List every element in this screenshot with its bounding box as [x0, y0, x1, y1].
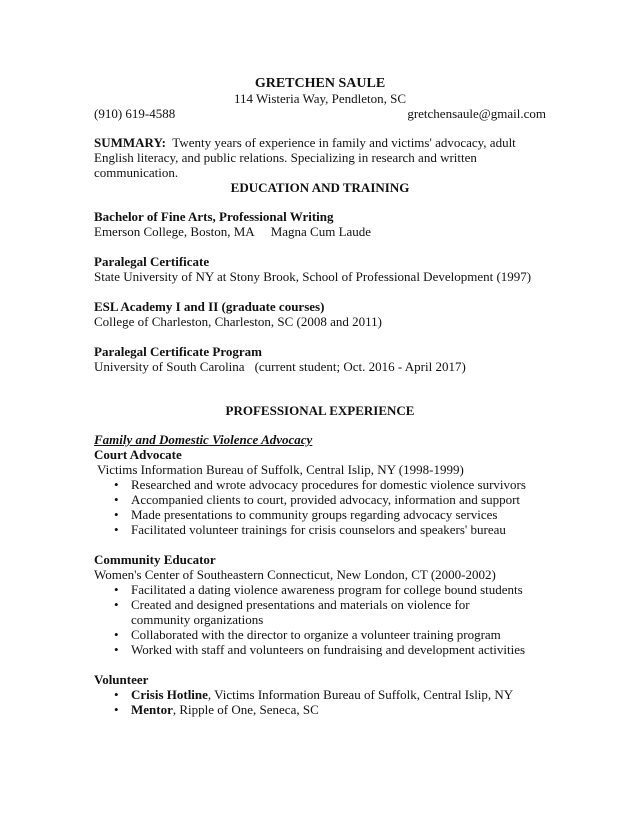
- duty-item: • Made presentations to community groups regarding advocacy services: [114, 507, 498, 522]
- honor: Magna Cum Laude: [270, 224, 372, 239]
- volunteer-roles: [94, 687, 546, 717]
- education-entry: [94, 299, 546, 329]
- summary-text-line3: communication.: [94, 165, 179, 180]
- summary-text-line1: Twenty years of experience in family and victims' advocacy, adult: [172, 135, 516, 150]
- program-title: Paralegal Certificate Program: [94, 344, 262, 359]
- summary: [94, 135, 546, 180]
- volunteer-item: • Mentor, Ripple of One, Seneca, SC: [114, 702, 319, 717]
- job-entry: [94, 447, 546, 537]
- summary-label: SUMMARY:: [94, 135, 167, 150]
- job-duties: [94, 477, 546, 537]
- volunteer-item: • Crisis Hotline, Victims Information Bureau of Suffolk, Central Islip, NY: [114, 687, 514, 702]
- bullet-icon: •: [114, 477, 119, 492]
- education-entry: [94, 209, 546, 239]
- education-heading: EDUCATION AND TRAINING: [230, 180, 410, 195]
- job-entry: [94, 552, 546, 657]
- course-title: ESL Academy I and II (graduate courses): [94, 299, 325, 314]
- duty-item: • Accompanied clients to court, provided advocacy, information and support: [114, 492, 521, 507]
- job-title: Court Advocate: [94, 447, 182, 462]
- degree-title: Bachelor of Fine Arts, Professional Writing: [94, 209, 334, 224]
- email: gretchensaule@gmail.com: [407, 106, 546, 121]
- phone: (910) 619-4588: [94, 106, 176, 121]
- bullet-icon: •: [114, 492, 119, 507]
- job-duties: [94, 582, 546, 657]
- school: College of Charleston, Charleston, SC (2008 and 2011): [94, 314, 383, 329]
- education-entry: [94, 344, 546, 374]
- contact-row: [94, 106, 546, 121]
- bullet-icon: •: [114, 522, 119, 537]
- duty-item: • Collaborated with the director to organize a volunteer training program: [114, 627, 501, 642]
- education-entry: [94, 254, 546, 284]
- bullet-icon: •: [114, 582, 119, 597]
- bullet-icon: •: [114, 702, 119, 717]
- job-title: Community Educator: [94, 552, 216, 567]
- job-organization: Victims Information Bureau of Suffolk, Central Islip, NY (1998-1999): [97, 462, 464, 477]
- certificate-title: Paralegal Certificate: [94, 254, 210, 269]
- job-organization: Women's Center of Southeastern Connecticut, New London, CT (2000-2002): [94, 567, 496, 582]
- duty-item: • Created and designed presentations and materials on violence for community organizations: [114, 597, 470, 627]
- duty-item: • Researched and wrote advocacy procedures for domestic violence survivors: [114, 477, 526, 492]
- school: State University of NY at Stony Brook, School of Professional Development (1997): [94, 269, 532, 284]
- school: Emerson College, Boston, MA: [94, 224, 255, 239]
- duty-item: • Facilitated a dating violence awareness program for college bound students: [114, 582, 523, 597]
- experience-category: Family and Domestic Violence Advocacy: [94, 432, 313, 447]
- bullet-icon: •: [114, 642, 119, 657]
- volunteer-title: Volunteer: [94, 672, 149, 687]
- bullet-icon: •: [114, 687, 119, 702]
- bullet-icon: •: [114, 507, 119, 522]
- experience-heading: PROFESSIONAL EXPERIENCE: [225, 403, 415, 418]
- applicant-name: GRETCHEN SAULE: [254, 76, 386, 91]
- duty-item: • Worked with staff and volunteers on fundraising and development activities: [114, 642, 526, 657]
- summary-text-line2: English literacy, and public relations. Specializing in research and written: [94, 150, 477, 165]
- duty-item: • Facilitated volunteer trainings for crisis counselors and speakers' bureau: [114, 522, 506, 537]
- program-dates: (current student; Oct. 2016 - April 2017): [254, 359, 466, 374]
- bullet-icon: •: [114, 627, 119, 642]
- school: University of South Carolina: [94, 359, 245, 374]
- bullet-icon: •: [114, 597, 119, 612]
- volunteer-entry: [94, 672, 546, 717]
- address: 114 Wisteria Way, Pendleton, SC: [233, 91, 407, 106]
